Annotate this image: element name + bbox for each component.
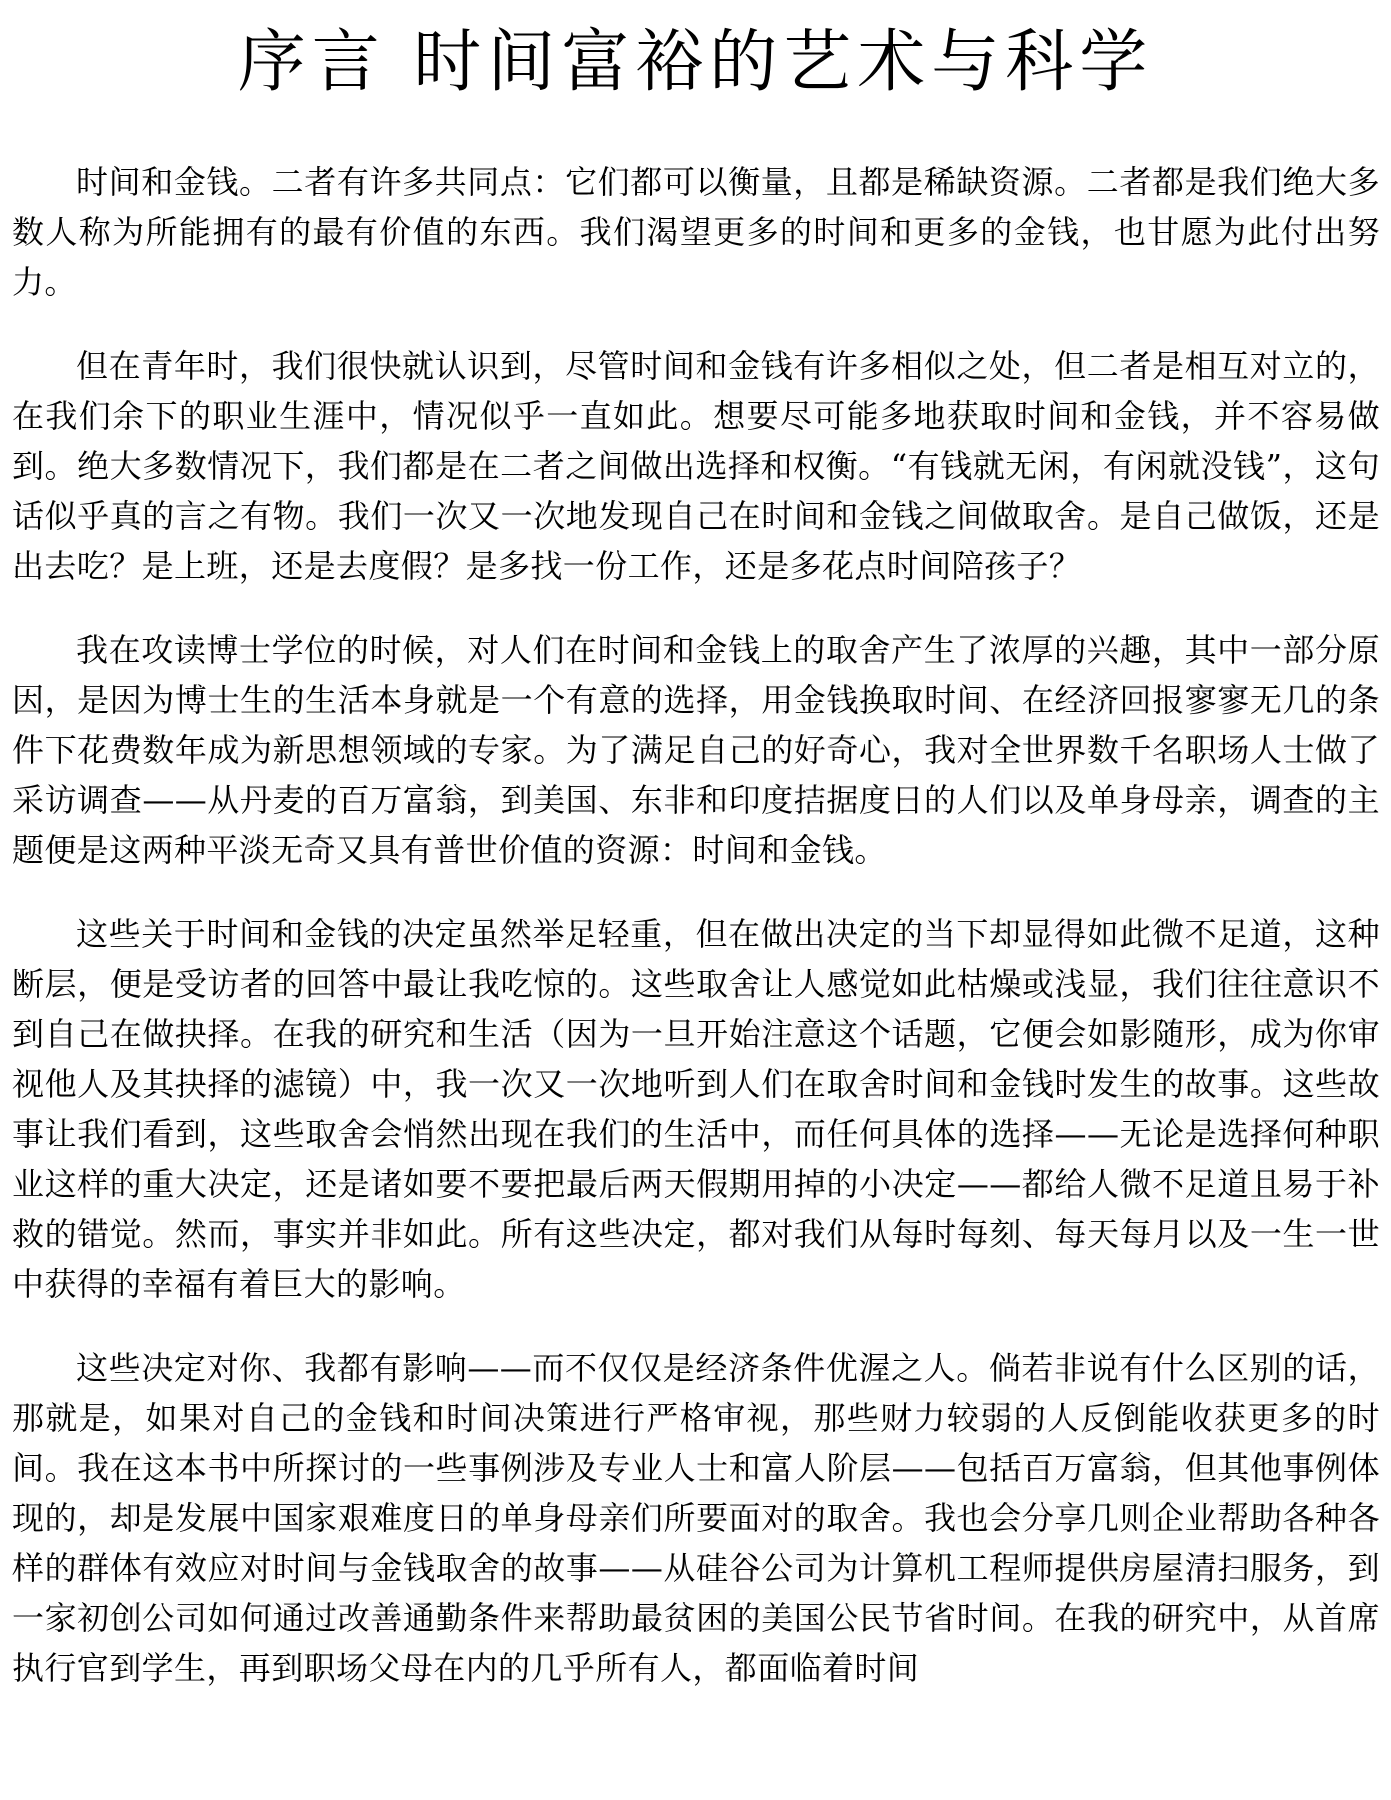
page-title: 序言 时间富裕的艺术与科学 (237, 23, 1154, 102)
paragraph: 我在攻读博士学位的时候，对人们在时间和金钱上的取舍产生了浓厚的兴趣，其中一部分原因，是因为博士生的生活本身就是一个有意的选择，用金钱换取时间、在经济回报寥寥无几的条件下花费数年成为新思想领域的专家。为了满足自己的好奇心，我对全世界数千名职场人士做了采访调查——从丹麦的百万富翁，到美国、东非和印度拮据度日的人们以及单身母亲，调查的主题便是这两种平淡无奇又具有普世价值的资源：时间和金钱。 (12, 631, 1380, 869)
body-text (12, 157, 1380, 1727)
paragraph: 但在青年时，我们很快就认识到，尽管时间和金钱有许多相似之处，但二者是相互对立的，在我们余下的职业生涯中，情况似乎一直如此。想要尽可能多地获取时间和金钱，并不容易做到。绝大多数情况下，我们都是在二者之间做出选择和权衡。“有钱就无闲，有闲就没钱”，这句话似乎真的言之有物。我们一次又一次地发现自己在时间和金钱之间做取舍。是自己做饭，还是出去吃？是上班，还是去度假？是多找一份工作，还是多花点时间陪孩子？ (12, 347, 1380, 585)
paragraph: 这些决定对你、我都有影响——而不仅仅是经济条件优渥之人。倘若非说有什么区别的话，那就是，如果对自己的金钱和时间决策进行严格审视，那些财力较弱的人反倒能收获更多的时间。我在这本书中所探讨的一些事例涉及专业人士和富人阶层——包括百万富翁，但其他事例体现的，却是发展中国家艰难度日的单身母亲们所要面对的取舍。我也会分享几则企业帮助各种各样的群体有效应对时间与金钱取舍的故事——从硅谷公司为计算机工程师提供房屋清扫服务，到一家初创公司如何通过改善通勤条件来帮助最贫困的美国公民节省时间。在我的研究中，从首席执行官到学生，再到职场父母在内的几乎所有人，都面临着时间 (12, 1349, 1380, 1687)
paragraph: 这些关于时间和金钱的决定虽然举足轻重，但在做出决定的当下却显得如此微不足道，这种断层，便是受访者的回答中最让我吃惊的。这些取舍让人感觉如此枯燥或浅显，我们往往意识不到自己在做抉择。在我的研究和生活（因为一旦开始注意这个话题，它便会如影随形，成为你审视他人及其抉择的滤镜）中，我一次又一次地听到人们在取舍时间和金钱时发生的故事。这些故事让我们看到，这些取舍会悄然出现在我们的生活中，而任何具体的选择——无论是选择何种职业这样的重大决定，还是诸如要不要把最后两天假期用掉的小决定——都给人微不足道且易于补救的错觉。然而，事实并非如此。所有这些决定，都对我们从每时每刻、每天每月以及一生一世中获得的幸福有着巨大的影响。 (12, 915, 1380, 1303)
paragraph: 时间和金钱。二者有许多共同点：它们都可以衡量，且都是稀缺资源。二者都是我们绝大多数人称为所能拥有的最有价值的东西。我们渴望更多的时间和更多的金钱，也甘愿为此付出努力。 (12, 163, 1380, 301)
